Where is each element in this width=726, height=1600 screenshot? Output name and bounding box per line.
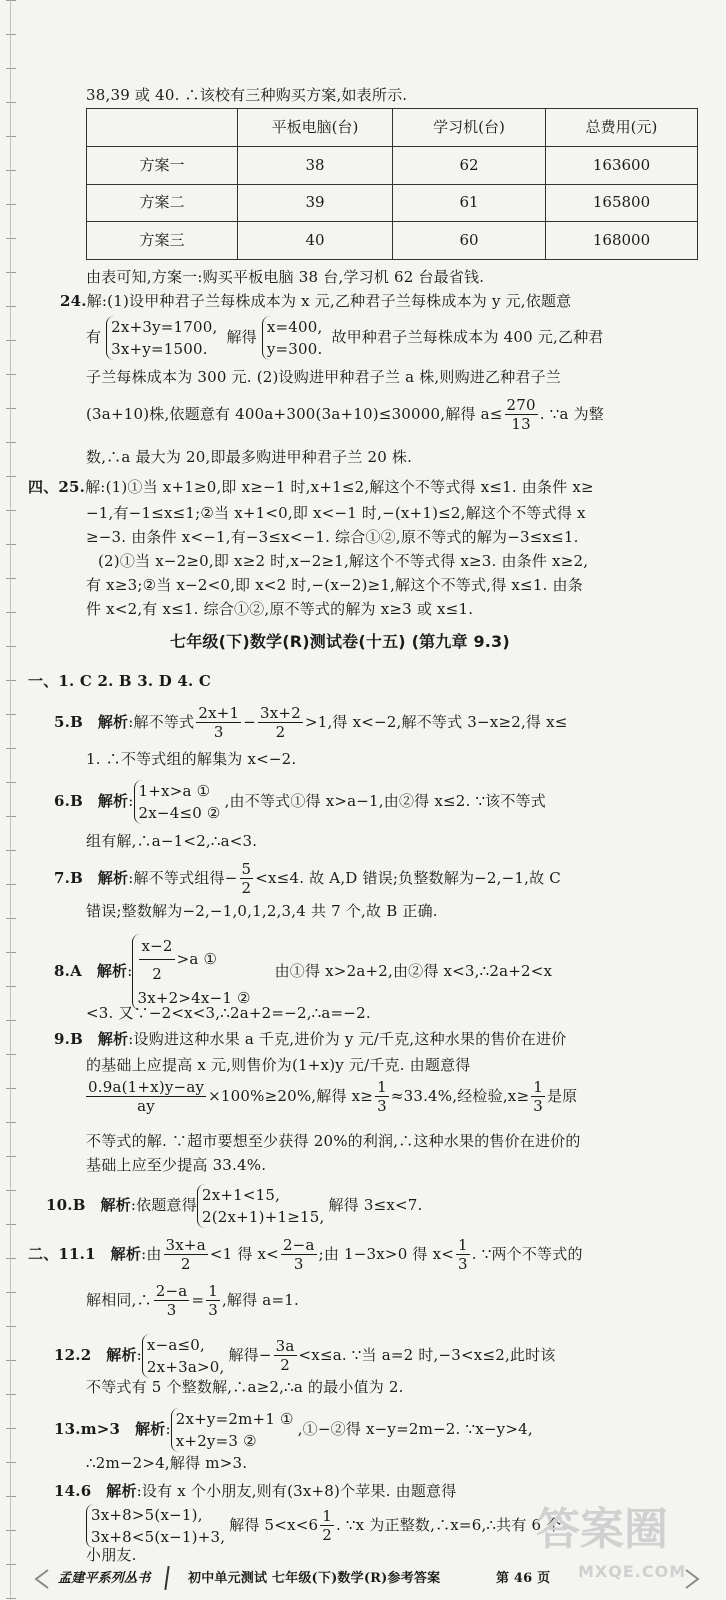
- equation: x+2y=3 ②: [175, 1432, 257, 1450]
- fraction: [456, 1238, 470, 1272]
- fraction: [196, 706, 241, 740]
- footer-page: 第 46 页: [496, 1571, 551, 1586]
- table-cell: 38: [238, 146, 393, 184]
- q9-text: 是原: [546, 1087, 578, 1105]
- q24-text: 解得: [226, 328, 257, 346]
- q14-line-1: [54, 1484, 456, 1499]
- q24-line-1: [60, 294, 571, 309]
- q9-number: 9.: [54, 1030, 71, 1048]
- part1-text: 1. C 2. B 3. D 4. C: [58, 672, 211, 690]
- inequality: 1+x>a ①: [138, 782, 211, 800]
- q10-tag: 解析: [100, 1196, 131, 1214]
- q9-text: ≈33.4%,经检验,x≥: [390, 1087, 530, 1105]
- footer-book: 初中单元测试 七年级(下)数学(R)参考答案: [188, 1571, 441, 1586]
- q11-tag: 解析: [110, 1245, 142, 1263]
- q11-line-1: [28, 1238, 583, 1272]
- q10-line-1: [46, 1184, 423, 1228]
- table-header-cell: [87, 109, 238, 147]
- q24-system-1: [106, 316, 221, 360]
- q14-answer: 6: [80, 1482, 92, 1500]
- table-header-cell: 平板电脑(台): [238, 109, 393, 147]
- fraction: [154, 1284, 190, 1318]
- denominator: 2: [275, 723, 286, 741]
- denominator: 2: [241, 879, 252, 897]
- q14-text: 解得 5<x<6: [229, 1516, 319, 1534]
- numerator: 2−a: [282, 1236, 315, 1254]
- fraction: [86, 1080, 206, 1114]
- q12-tag: 解析: [106, 1346, 137, 1364]
- q11-line-2: [86, 1284, 299, 1318]
- table-row: [87, 222, 698, 260]
- denominator: 3: [293, 1255, 304, 1273]
- table-cell: 60: [393, 222, 546, 260]
- inequality: >a ①: [176, 950, 218, 968]
- table-header-row: [87, 109, 698, 147]
- footer-divider: [164, 1566, 169, 1590]
- chevron-right-icon: [680, 1568, 702, 1590]
- table-header-cell: 学习机(台): [393, 109, 546, 147]
- q9-line-4: 不等式的解. ∵超市要想至少获得 20%的利润,∴这种水果的售价在进价的: [86, 1132, 581, 1150]
- q25-number: 四、25.: [28, 478, 86, 496]
- q8-number: 8.: [54, 962, 71, 980]
- table-cell: 163600: [546, 146, 698, 184]
- table-cell: 方案二: [87, 184, 238, 222]
- numerator: 3a: [275, 1337, 295, 1355]
- chevron-left-icon: [32, 1568, 54, 1590]
- q24-text: . ∵a 为整: [539, 405, 604, 423]
- table-cell: 165800: [546, 184, 698, 222]
- q24-text: 有: [86, 328, 102, 346]
- q25-line-4: (2)①当 x−2≥0,即 x≥2 时,x−2≥1,解这个不等式得 x≥3. 由条件 x≥2,: [98, 552, 589, 570]
- q9-line-2: 的基础上应提高 x 元,则售价为(1+x)y 元/千克. 由题意得: [86, 1056, 471, 1074]
- q12-answer: 2: [80, 1346, 92, 1364]
- q5-text: −: [243, 713, 257, 731]
- equation: y=300.: [266, 340, 323, 358]
- q12-line-1: 12.2 解析:x−a≤0, 2x+3a>0,解得− $\frac{3a}{2}$ <x≤a. ∵当 a=2 时,−3<x≤2,此时该: [54, 1336, 556, 1376]
- q5-tag: 解析: [97, 713, 129, 731]
- q24-line-2: [86, 316, 604, 360]
- inequality: 2x+1<15,: [201, 1186, 281, 1204]
- intro-line: 38,39 或 40. ∴该校有三种购买方案,如表所示.: [86, 86, 408, 104]
- q14-number: 14.: [54, 1482, 81, 1500]
- q8-answer: A: [70, 962, 82, 980]
- q6-line-2: 组有解,∴a−1<2,∴a<3.: [86, 832, 258, 850]
- q24-number: 24.: [60, 292, 87, 310]
- q12-number: 12.: [54, 1346, 81, 1364]
- fraction: [164, 1238, 208, 1272]
- denominator: 2: [280, 1356, 290, 1374]
- numerator: 1: [458, 1236, 468, 1254]
- denominator: 3: [166, 1301, 177, 1319]
- q13-line-2: ∴2m−2>4,解得 m>3.: [86, 1454, 248, 1472]
- denominator: 3: [533, 1097, 543, 1115]
- fraction: [206, 1284, 220, 1318]
- q14-text: :设有 x 个小朋友,则有(3x+8)个苹果. 由题意得: [136, 1482, 457, 1500]
- q5-line-2: 1. ∴不等式组的解集为 x<−2.: [86, 750, 297, 768]
- watermark-url: MXQE.COM: [578, 1562, 687, 1581]
- q6-number: 6.: [54, 792, 71, 810]
- q5-text: >1,得 x<−2,解不等式 3−x≥2,得 x≤: [304, 713, 568, 731]
- q25-text: 解:(1)①当 x+1≥0,即 x≥−1 时,x+1≤2,解这个不等式得 x≤1. 由条件 x≥: [85, 478, 594, 496]
- equation: 2x+y=2m+1 ①: [175, 1410, 294, 1428]
- q25-line-5: 有 x≥3;②当 x−2<0,即 x<2 时,−(x−2)≥1,解这个不等式,得 x≤1. 由条: [86, 576, 583, 594]
- equation: 2x+3y=1700,: [111, 318, 218, 336]
- q9-line-5: 基础上应至少提高 33.4%.: [86, 1156, 267, 1174]
- q14-system: [86, 1504, 229, 1548]
- q13-answer: m>3: [80, 1420, 121, 1438]
- table-cell: 168000: [546, 222, 698, 260]
- q7-text: <x≤4. 故 A,D 错误;负整数解为−2,−1,故 C: [255, 869, 561, 887]
- q7-line-2: 错误;整数解为−2,−1,0,1,2,3,4 共 7 个,故 B 正确.: [86, 902, 438, 920]
- numerator: 5: [241, 860, 252, 878]
- q10-number: 10.: [46, 1196, 73, 1214]
- table-cell: 39: [238, 184, 393, 222]
- q11-text: :由: [141, 1245, 162, 1263]
- q8-tag: 解析: [96, 962, 128, 980]
- q9-tag: 解析: [97, 1030, 129, 1048]
- inequality: 3x+2>4x−1 ②: [137, 989, 251, 1007]
- table-cell: 40: [238, 222, 393, 260]
- q13-number: 13.: [54, 1420, 81, 1438]
- q25-line-1: [28, 480, 594, 495]
- inequality: 2x+3a>0,: [146, 1358, 225, 1376]
- fraction: [139, 934, 174, 986]
- q24-line-5: 数,∴a 最大为 20,即最多购进甲种君子兰 20 株.: [86, 448, 413, 466]
- inequality: 2(2x+1)+1≥15,: [201, 1208, 325, 1226]
- q14-text: . ∵x 为正整数,∴x=6,∴共有 6 个: [336, 1516, 562, 1534]
- fraction: [320, 1509, 334, 1543]
- denominator: 2: [152, 965, 162, 983]
- part1-answers: [28, 674, 211, 689]
- numerator: 1: [322, 1507, 332, 1525]
- section-title: 七年级(下)数学(R)测试卷(十五) (第九章 9.3): [170, 632, 510, 651]
- q11-text: 解相同,∴: [86, 1291, 152, 1309]
- q7-tag: 解析: [97, 869, 129, 887]
- q5-number: 5.: [54, 713, 71, 731]
- q8-line-2: <3. 又∵−2<x<3,∴2a+2=−2,∴a=−2.: [86, 1004, 371, 1022]
- after-table-line: 由表可知,方案一:购买平板电脑 38 台,学习机 62 台最省钱.: [86, 268, 485, 286]
- denominator: 3: [213, 723, 224, 741]
- q13-tag: 解析: [135, 1420, 166, 1438]
- purchase-plan-table: [86, 108, 698, 260]
- part1-label: 一、: [28, 672, 59, 690]
- q11-number: 二、11.: [28, 1245, 86, 1263]
- denominator: 13: [511, 415, 531, 433]
- q25-line-2: −1,有−1≤x≤1;②当 x+1<0,即 x<−1 时,−(x+1)≤2,解这个不等式得 x: [86, 504, 586, 522]
- binding-line: [10, 0, 11, 1600]
- q11-text: <1 得 x<: [209, 1245, 279, 1263]
- q10-text: :依题意得: [130, 1196, 197, 1214]
- q8-system: [132, 934, 254, 1010]
- fraction: [240, 862, 254, 896]
- numerator: x−2: [139, 934, 174, 960]
- q14-tag: 解析: [106, 1482, 137, 1500]
- fraction: [375, 1080, 389, 1114]
- table-row: [87, 184, 698, 222]
- q6-line-1: 6.B 解析:1+x>a ① 2x−4≤0 ②,由不等式①得 x>a−1,由②得 x≤2. ∵该不等式: [54, 782, 546, 822]
- fraction: [258, 706, 303, 740]
- q6-answer: B: [70, 792, 83, 810]
- numerator: 2−a: [155, 1282, 188, 1300]
- q24-text: (3a+10)株,依题意有 400a+300(3a+10)≤30000,解得 a≤: [86, 405, 503, 423]
- q11-answer: 1: [85, 1245, 96, 1263]
- q24-line-4: [86, 398, 604, 432]
- numerator: 0.9a(1+x)y−ay: [88, 1078, 205, 1096]
- fraction: [505, 398, 538, 432]
- q10-text: 解得 3≤x<7.: [328, 1196, 423, 1214]
- q7-text: :解不等式组得−: [128, 869, 238, 887]
- q12-text: 解得−: [228, 1346, 272, 1364]
- table-cell: 方案一: [87, 146, 238, 184]
- inequality: 3x+8<5(x−1)+3,: [91, 1528, 226, 1546]
- denominator: 3: [208, 1301, 218, 1319]
- q5-answer: B: [70, 713, 83, 731]
- numerator: 3x+2: [260, 704, 301, 722]
- q9-line-3: [86, 1080, 577, 1114]
- q25-line-6: 件 x<2,有 x≤1. 综合①②,原不等式的解为 x≥3 或 x≤1.: [86, 600, 474, 618]
- q24-line-3: 子兰每株成本为 300 元. (2)设购进甲种君子兰 a 株,则购进乙种君子兰: [86, 368, 561, 386]
- q10-answer: B: [72, 1196, 86, 1214]
- q11-text: . ∵两个不等式的: [471, 1245, 583, 1263]
- q8-text: 由①得 x>2a+2,由②得 x<3,∴2a+2<x: [274, 962, 553, 980]
- denominator: ay: [137, 1097, 155, 1115]
- q24-system-2: [262, 316, 327, 360]
- q7-answer: B: [70, 869, 83, 887]
- q6-tag: 解析: [97, 792, 129, 810]
- denominator: 3: [377, 1097, 387, 1115]
- q11-text: ,解得 a=1.: [221, 1291, 299, 1309]
- inequality: 2x−4≤0 ②: [138, 804, 221, 822]
- binding-holes: [6, 0, 16, 1600]
- numerator: 1: [533, 1078, 543, 1096]
- inequality: x−a≤0,: [146, 1336, 205, 1354]
- watermark-logo: 答案圈: [536, 1504, 668, 1555]
- q11-text: =: [191, 1291, 205, 1309]
- q12-text: <x≤a. ∵当 a=2 时,−3<x≤2,此时该: [298, 1346, 556, 1364]
- footer-series: 孟建平系列丛书: [58, 1571, 151, 1586]
- denominator: 2: [322, 1526, 332, 1544]
- table-row: [87, 146, 698, 184]
- table-cell: 方案三: [87, 222, 238, 260]
- table-cell: 61: [393, 184, 546, 222]
- q9-text: :设购进这种水果 a 千克,进价为 y 元/千克,这种水果的售价在进价: [128, 1030, 567, 1048]
- q5-line-1: [54, 706, 568, 740]
- denominator: 3: [458, 1255, 468, 1273]
- numerator: 2x+1: [198, 704, 240, 722]
- q8-line-1: 8.A 解析: $\frac{x-2}{2}$ >a ① 3x+2>4x−1 ② 由①得 x>2a+2,由②得 x<3,∴2a+2<x: [54, 934, 552, 1010]
- q7-line-1: [54, 862, 561, 896]
- q10-system: [197, 1184, 329, 1228]
- numerator: 1: [377, 1078, 387, 1096]
- q9-line-1: [54, 1032, 566, 1047]
- fraction: [281, 1238, 317, 1272]
- fraction: [274, 1339, 297, 1373]
- q13-line-1: 13.m>3 解析:2x+y=2m+1 ① x+2y=3 ②,①−②得 x−y=2m−2. ∵x−y>4,: [54, 1410, 533, 1450]
- table-header-cell: 总费用(元): [546, 109, 698, 147]
- q9-text: ×100%≥20%,解得 x≥: [208, 1087, 374, 1105]
- q5-text: :解不等式: [128, 713, 195, 731]
- q25-line-3: ≥−3. 由条件 x<−1,有−3≤x<−1. 综合①②,原不等式的解为−3≤x≤1.: [86, 528, 579, 546]
- numerator: 3x+a: [165, 1236, 206, 1254]
- denominator: 2: [180, 1255, 191, 1273]
- equation: 3x+y=1500.: [111, 340, 208, 358]
- q9-answer: B: [70, 1030, 83, 1048]
- q12-line-2: 不等式有 5 个整数解,∴a≥2,∴a 的最小值为 2.: [86, 1378, 404, 1396]
- equation: x=400,: [266, 318, 323, 336]
- q6-system: [134, 780, 225, 824]
- page-footer: [40, 1562, 700, 1592]
- q14-line-3: 小朋友.: [86, 1546, 137, 1564]
- q7-number: 7.: [54, 869, 71, 887]
- q6-text: ,由不等式①得 x>a−1,由②得 x≤2. ∵该不等式: [224, 792, 546, 810]
- inequality: 3x+8>5(x−1),: [91, 1506, 203, 1524]
- table-cell: 62: [393, 146, 546, 184]
- numerator: 1: [208, 1282, 218, 1300]
- q14-line-2: [86, 1504, 561, 1548]
- q13-system: [171, 1408, 298, 1452]
- q24-text: 故甲种君子兰每株成本为 400 元,乙种君: [331, 328, 604, 346]
- q24-text: 解:(1)设甲种君子兰每株成本为 x 元,乙种君子兰每株成本为 y 元,依题意: [86, 292, 572, 310]
- q13-text: ,①−②得 x−y=2m−2. ∵x−y>4,: [297, 1420, 533, 1438]
- fraction: [531, 1080, 545, 1114]
- q12-system: [142, 1334, 229, 1378]
- q11-text: ;由 1−3x>0 得 x<: [318, 1245, 455, 1263]
- numerator: 270: [506, 396, 536, 414]
